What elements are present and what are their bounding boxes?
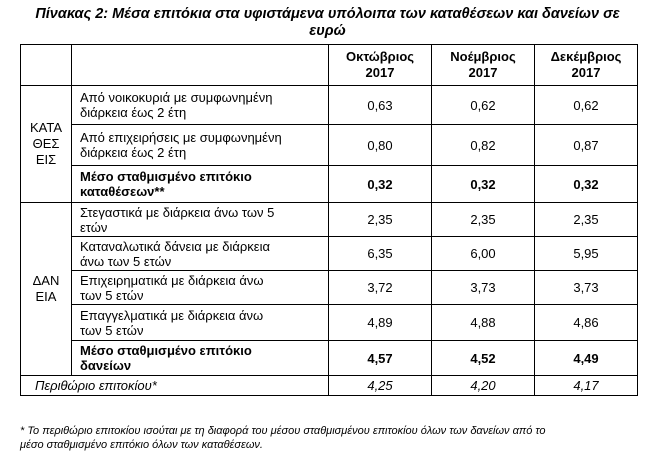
column-header-year: 2017 <box>571 65 601 80</box>
table-row <box>21 237 638 271</box>
row-label <box>72 341 329 376</box>
header-row <box>21 45 638 86</box>
table-title-line-2: ευρώ <box>309 23 346 39</box>
category-text: ΔΑΝ <box>32 273 60 288</box>
value-cell: 4,52 <box>432 341 535 376</box>
value-cell: 4,17 <box>535 376 638 396</box>
value-cell: 3,73 <box>535 271 638 305</box>
value-cell: 3,73 <box>432 271 535 305</box>
column-header-month: Νοέμβριος <box>450 49 516 64</box>
category-text: ΕΙΑ <box>35 289 57 304</box>
value-cell: 0,32 <box>432 166 535 203</box>
row-label-line: καταθέσεων** <box>80 184 165 199</box>
interest-rates-table <box>20 44 638 396</box>
value-cell: 0,87 <box>535 125 638 166</box>
value-cell: 5,95 <box>535 237 638 271</box>
value-cell: 4,86 <box>535 305 638 341</box>
category-deposits <box>21 86 72 203</box>
row-label-line: Από νοικοκυριά με συμφωνημένη <box>80 90 273 105</box>
value-cell: 4,25 <box>329 376 432 396</box>
header-label-cell <box>72 45 329 86</box>
row-label-line: Επιχειρηματικά με διάρκεια άνω <box>80 272 264 288</box>
column-header-year: 2017 <box>365 65 395 80</box>
row-label-line: Στεγαστικά με διάρκεια άνω των 5 <box>80 204 275 220</box>
row-label <box>72 271 329 305</box>
category-text: ΚΑΤΑ <box>29 120 63 135</box>
category-text: ΕΙΣ <box>35 152 57 167</box>
row-label <box>72 203 329 237</box>
value-cell: 0,63 <box>329 86 432 125</box>
table-row <box>21 86 638 125</box>
row-label-line: των 5 ετών <box>80 287 144 303</box>
row-label <box>72 166 329 203</box>
column-header-october <box>329 45 432 86</box>
table-row <box>21 305 638 341</box>
value-cell: 0,82 <box>432 125 535 166</box>
row-label-line: διάρκεια έως 2 έτη <box>80 145 187 160</box>
category-text: ΘΕΣ <box>32 136 60 151</box>
row-label <box>72 125 329 166</box>
table-row <box>21 203 638 237</box>
column-header-year: 2017 <box>468 65 498 80</box>
value-cell: 4,89 <box>329 305 432 341</box>
row-label-line: Καταναλωτικά δάνεια με διάρκεια <box>80 238 270 254</box>
value-cell: 0,32 <box>329 166 432 203</box>
row-label-line: Από επιχειρήσεις με συμφωνημένη <box>80 130 282 145</box>
column-header-december <box>535 45 638 86</box>
row-label-line: άνω των 5 ετών <box>80 253 172 269</box>
value-cell: 4,57 <box>329 341 432 376</box>
row-label <box>72 86 329 125</box>
value-cell: 4,88 <box>432 305 535 341</box>
row-label-line: διάρκεια έως 2 έτη <box>80 105 187 120</box>
row-label <box>72 237 329 271</box>
value-cell: 0,32 <box>535 166 638 203</box>
column-header-month: Οκτώβριος <box>345 49 415 64</box>
value-cell: 4,20 <box>432 376 535 396</box>
value-cell: 0,62 <box>432 86 535 125</box>
margin-label: Περιθώριο επιτοκίου* <box>21 376 329 396</box>
row-label-line: Μέσο σταθμισμένο επιτόκιο <box>80 343 252 358</box>
row-label <box>72 305 329 341</box>
table-row <box>21 271 638 305</box>
footnote-line-2: μέσο σταθμισμένο επιτόκιο όλων των καταθέσεων. <box>20 439 263 451</box>
value-cell: 2,35 <box>432 203 535 237</box>
row-label-line: Μέσο σταθμισμένο επιτόκιο <box>80 169 252 184</box>
row-label-line: Επαγγελματικά με διάρκεια άνω <box>80 307 264 323</box>
value-cell: 3,72 <box>329 271 432 305</box>
row-label-line: ετών <box>80 219 108 235</box>
value-cell: 4,49 <box>535 341 638 376</box>
table-title <box>0 6 655 40</box>
footnote <box>20 424 640 452</box>
table-title-line-1: Πίνακας 2: Μέσα επιτόκια στα υφιστάμενα υπόλοιπα των καταθέσεων και δανείων σε <box>35 6 620 22</box>
value-cell: 2,35 <box>329 203 432 237</box>
table-row <box>21 125 638 166</box>
column-header-month: Δεκέμβριος <box>550 49 622 64</box>
category-loans <box>21 203 72 376</box>
value-cell: 0,62 <box>535 86 638 125</box>
row-label-line: των 5 ετών <box>80 322 144 338</box>
table-row-weighted-deposits <box>21 166 638 203</box>
footnote-line-1: * Το περιθώριο επιτοκίου ισούται με τη διαφορά του μέσου σταθμισμένου επιτοκίου όλων των δανείων από το <box>20 425 546 437</box>
value-cell: 6,35 <box>329 237 432 271</box>
value-cell: 2,35 <box>535 203 638 237</box>
table-row-interest-margin <box>21 376 638 396</box>
value-cell: 0,80 <box>329 125 432 166</box>
row-label-line: δανείων <box>80 358 132 373</box>
value-cell: 6,00 <box>432 237 535 271</box>
header-empty-cell <box>21 45 72 86</box>
table-row-weighted-loans <box>21 341 638 376</box>
column-header-november <box>432 45 535 86</box>
